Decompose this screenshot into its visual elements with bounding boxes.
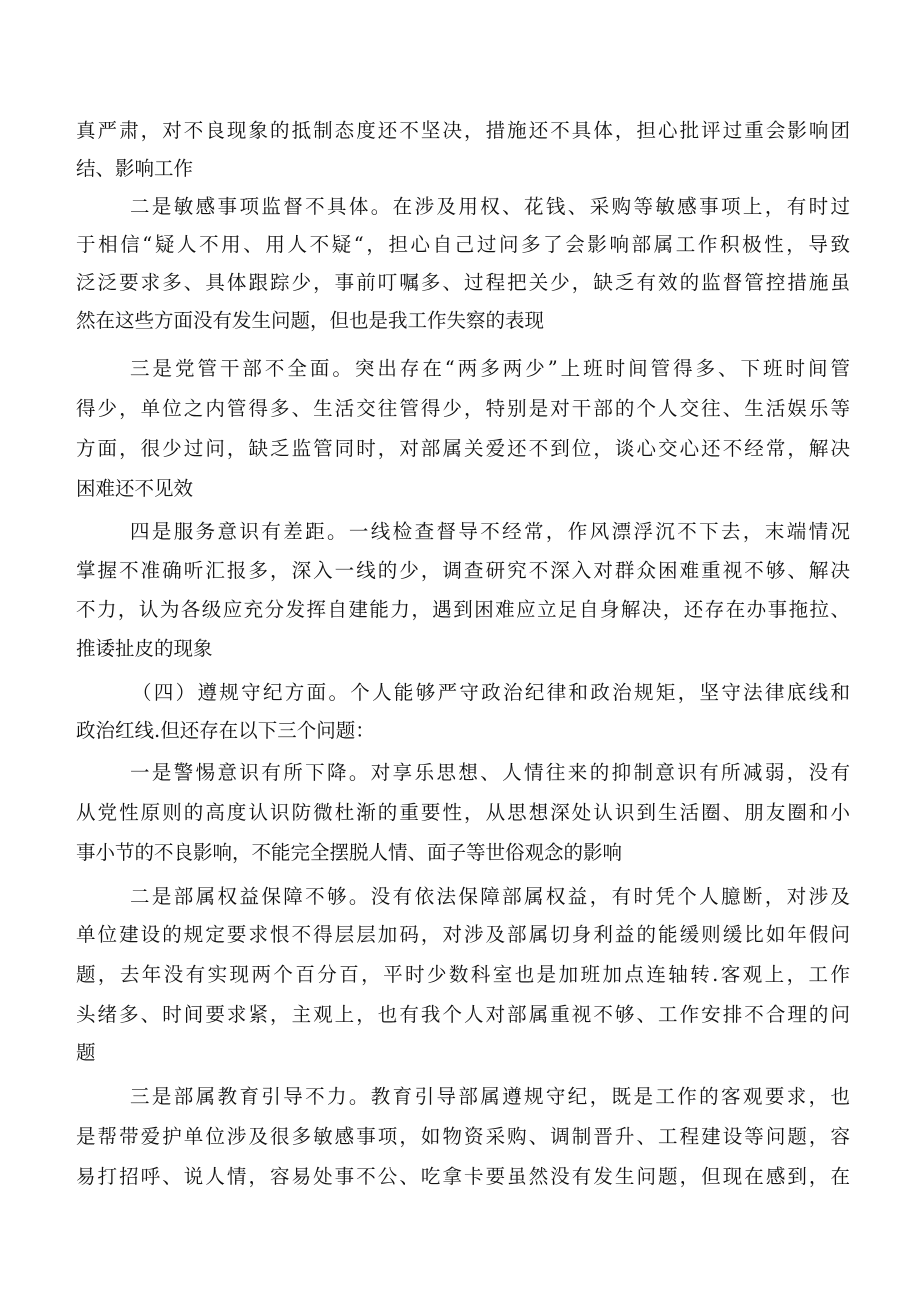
text-line: 是帮带爱护单位涉及很多敏感事项，如物资采购、调制晋升、工程建设等问题，容 (76, 1125, 850, 1148)
paragraph-first-line: 三是党管干部不全面。突出存在“两多两少”上班时间管得多、下班时间管 (130, 357, 850, 380)
paragraph-first-line: 一是警惕意识有所下降。对享乐思想、人情往来的抑制意识有所减弱，没有 (130, 761, 850, 784)
text-line: 然在这些方面没有发生问题，但也是我工作失察的表现 (76, 309, 545, 332)
text-line: 方面，很少过问，缺乏监管同时，对部属关爱还不到位，谈心交心还不经常，解决 (76, 437, 850, 460)
text-line: 从党性原则的高度认识防微杜渐的重要性，从思想深处认识到生活圈、朋友圈和小 (76, 801, 850, 824)
text-line: 单位建设的规定要求恨不得层层加码，对涉及部属切身利益的能缓则缓比如年假问 (76, 923, 850, 946)
paragraph-first-line: 二是部属权益保障不够。没有依法保障部属权益，有时凭个人臆断，对涉及 (130, 885, 850, 908)
text-line: 掌握不准确听汇报多，深入一线的少，调查研究不深入对群众困难重视不够、解决 (76, 559, 850, 582)
text-line: 得少，单位之内管得多、生活交往管得少，特别是对干部的个人交往、生活娱乐等 (76, 397, 850, 420)
text-line: 不力，认为各级应充分发挥自建能力，遇到困难应立足自身解决，还存在办事拖拉、 (76, 598, 850, 621)
text-line: 事小节的不良影响，不能完全摆脱人情、面子等世俗观念的影响 (76, 841, 623, 864)
text-line: 题 (76, 1041, 96, 1064)
paragraph-first-line: 三是部属教育引导不力。教育引导部属遵规守纪，既是工作的客观要求，也 (130, 1085, 850, 1108)
text-line: 于相信“疑人不用、用人不疑“，担心自己过问多了会影响部属工作积极性，导致 (76, 233, 850, 256)
text-line: 困难还不见效 (76, 477, 194, 500)
paragraph-first-line: 四是服务意识有差距。一线检查督导不经常，作风漂浮沉不下去，末端情况 (130, 520, 850, 543)
section-heading-line: （四）遵规守纪方面。个人能够严守政治纪律和政治规矩，坚守法律底线和 (132, 681, 850, 704)
text-line: 题，去年没有实现两个百分百，平时少数科室也是加班加点连轴转.客观上，工作 (76, 963, 850, 986)
text-line: 推诿扯皮的现象 (76, 637, 213, 660)
text-line: 政治红线.但还存在以下三个问题： (76, 719, 375, 742)
text-line: 结、影响工作 (76, 157, 194, 180)
text-line: 头绪多、时间要求紧，主观上，也有我个人对部属重视不够、工作安排不合理的问 (76, 1003, 850, 1026)
text-line: 易打招呼、说人情，容易处事不公、吃拿卡要虽然没有发生问题，但现在感到，在 (76, 1165, 850, 1188)
text-line: 真严肃，对不良现象的抵制态度还不坚决，措施还不具体，担心批评过重会影响团 (76, 119, 850, 142)
text-line: 泛泛要求多、具体跟踪少，事前叮嘱多、过程把关少，缺乏有效的监督管控措施虽 (76, 271, 850, 294)
paragraph-first-line: 二是敏感事项监督不具体。在涉及用权、花钱、采购等敏感事项上，有时过 (130, 195, 850, 218)
